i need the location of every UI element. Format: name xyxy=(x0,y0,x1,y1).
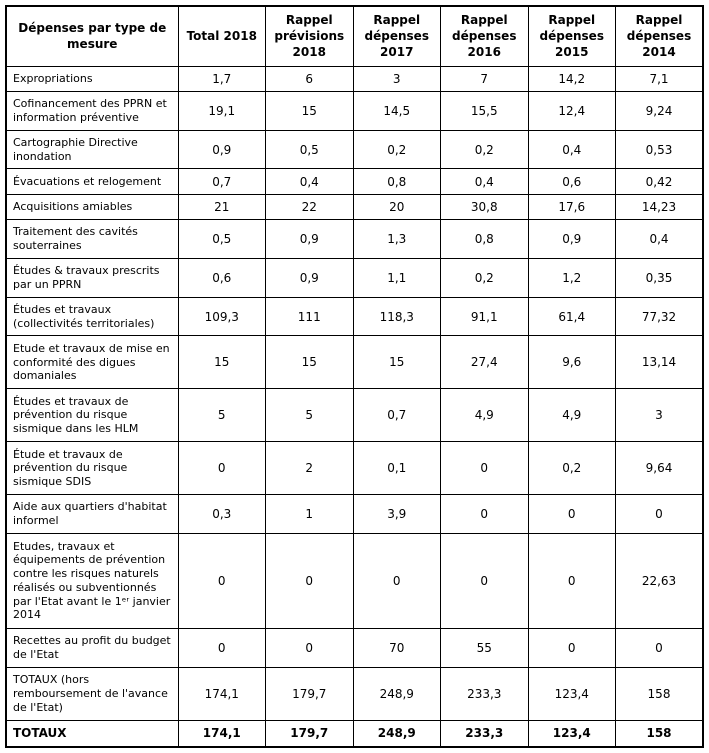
table-row xyxy=(6,91,703,130)
table-row xyxy=(6,258,703,297)
value-cell: 0,7 xyxy=(353,389,441,442)
value-cell: 21 xyxy=(178,194,266,219)
table-row xyxy=(6,219,703,258)
value-cell: 14,5 xyxy=(353,91,441,130)
table-row xyxy=(6,336,703,389)
row-label: TOTAUX (hors remboursement de l'avance de l'Etat) xyxy=(6,667,178,720)
value-cell: 0,9 xyxy=(528,219,616,258)
value-cell: 118,3 xyxy=(353,297,441,336)
value-cell: 0 xyxy=(266,628,354,667)
row-label: Traitement des cavités souterraines xyxy=(6,219,178,258)
value-cell: 7 xyxy=(441,66,529,91)
table-row xyxy=(6,194,703,219)
col-header-depenses-2016: Rappel dépenses 2016 xyxy=(441,6,529,66)
table-row xyxy=(6,66,703,91)
value-cell: 15 xyxy=(266,336,354,389)
value-cell: 174,1 xyxy=(178,720,266,747)
table-row xyxy=(6,628,703,667)
value-cell: 123,4 xyxy=(528,720,616,747)
table-row xyxy=(6,495,703,534)
value-cell: 3 xyxy=(353,66,441,91)
row-label: Études & travaux prescrits par un PPRN xyxy=(6,258,178,297)
value-cell: 0,4 xyxy=(441,169,529,194)
value-cell: 1,1 xyxy=(353,258,441,297)
value-cell: 0 xyxy=(266,534,354,629)
row-label: Études et travaux (collectivités territoriales) xyxy=(6,297,178,336)
col-header-mesure: Dépenses par type de mesure xyxy=(6,6,178,66)
value-cell: 22,63 xyxy=(616,534,704,629)
value-cell: 14,2 xyxy=(528,66,616,91)
table-row xyxy=(6,720,703,747)
value-cell: 12,4 xyxy=(528,91,616,130)
value-cell: 0,8 xyxy=(441,219,529,258)
value-cell: 20 xyxy=(353,194,441,219)
value-cell: 0 xyxy=(616,628,704,667)
col-header-total-2018: Total 2018 xyxy=(178,6,266,66)
value-cell: 0,6 xyxy=(528,169,616,194)
value-cell: 179,7 xyxy=(266,720,354,747)
value-cell: 248,9 xyxy=(353,720,441,747)
value-cell: 4,9 xyxy=(528,389,616,442)
value-cell: 0,2 xyxy=(441,130,529,169)
row-label: Cartographie Directive inondation xyxy=(6,130,178,169)
value-cell: 0,5 xyxy=(266,130,354,169)
value-cell: 9,6 xyxy=(528,336,616,389)
table-row xyxy=(6,389,703,442)
value-cell: 61,4 xyxy=(528,297,616,336)
value-cell: 0 xyxy=(178,534,266,629)
col-header-depenses-2017: Rappel dépenses 2017 xyxy=(353,6,441,66)
value-cell: 0,3 xyxy=(178,495,266,534)
expenses-table xyxy=(5,5,704,748)
value-cell: 55 xyxy=(441,628,529,667)
value-cell: 233,3 xyxy=(441,720,529,747)
row-label: TOTAUX xyxy=(6,720,178,747)
value-cell: 4,9 xyxy=(441,389,529,442)
value-cell: 0,42 xyxy=(616,169,704,194)
value-cell: 14,23 xyxy=(616,194,704,219)
value-cell: 1 xyxy=(266,495,354,534)
value-cell: 0,2 xyxy=(528,442,616,495)
value-cell: 0 xyxy=(441,495,529,534)
value-cell: 0 xyxy=(528,628,616,667)
value-cell: 15 xyxy=(178,336,266,389)
table-row xyxy=(6,442,703,495)
value-cell: 158 xyxy=(616,667,704,720)
value-cell: 0,9 xyxy=(266,219,354,258)
value-cell: 179,7 xyxy=(266,667,354,720)
value-cell: 0 xyxy=(528,495,616,534)
value-cell: 9,64 xyxy=(616,442,704,495)
table-row xyxy=(6,534,703,629)
value-cell: 0,5 xyxy=(178,219,266,258)
table-row xyxy=(6,297,703,336)
value-cell: 0,7 xyxy=(178,169,266,194)
value-cell: 1,7 xyxy=(178,66,266,91)
col-header-previsions-2018: Rappel prévisions 2018 xyxy=(266,6,354,66)
value-cell: 22 xyxy=(266,194,354,219)
row-label: Cofinancement des PPRN et information préventive xyxy=(6,91,178,130)
value-cell: 0,35 xyxy=(616,258,704,297)
value-cell: 1,2 xyxy=(528,258,616,297)
value-cell: 0 xyxy=(616,495,704,534)
value-cell: 111 xyxy=(266,297,354,336)
table-row xyxy=(6,169,703,194)
value-cell: 15 xyxy=(266,91,354,130)
value-cell: 0,8 xyxy=(353,169,441,194)
value-cell: 0,4 xyxy=(266,169,354,194)
value-cell: 123,4 xyxy=(528,667,616,720)
value-cell: 15,5 xyxy=(441,91,529,130)
row-label: Etude et travaux de mise en conformité des digues domaniales xyxy=(6,336,178,389)
row-label: Recettes au profit du budget de l'Etat xyxy=(6,628,178,667)
row-label: Évacuations et relogement xyxy=(6,169,178,194)
value-cell: 0,4 xyxy=(616,219,704,258)
value-cell: 0,2 xyxy=(441,258,529,297)
table-row xyxy=(6,130,703,169)
value-cell: 19,1 xyxy=(178,91,266,130)
value-cell: 9,24 xyxy=(616,91,704,130)
value-cell: 70 xyxy=(353,628,441,667)
value-cell: 0,9 xyxy=(266,258,354,297)
value-cell: 0 xyxy=(353,534,441,629)
value-cell: 77,32 xyxy=(616,297,704,336)
col-header-depenses-2015: Rappel dépenses 2015 xyxy=(528,6,616,66)
value-cell: 233,3 xyxy=(441,667,529,720)
value-cell: 0 xyxy=(441,534,529,629)
value-cell: 0,9 xyxy=(178,130,266,169)
value-cell: 6 xyxy=(266,66,354,91)
row-label: Étude et travaux de prévention du risque sismique SDIS xyxy=(6,442,178,495)
row-label: Acquisitions amiables xyxy=(6,194,178,219)
value-cell: 0,2 xyxy=(353,130,441,169)
value-cell: 158 xyxy=(616,720,704,747)
row-label: Études et travaux de prévention du risque sismique dans les HLM xyxy=(6,389,178,442)
value-cell: 0 xyxy=(178,628,266,667)
value-cell: 91,1 xyxy=(441,297,529,336)
row-label: Expropriations xyxy=(6,66,178,91)
value-cell: 27,4 xyxy=(441,336,529,389)
value-cell: 1,3 xyxy=(353,219,441,258)
row-label: Aide aux quartiers d'habitat informel xyxy=(6,495,178,534)
value-cell: 0 xyxy=(528,534,616,629)
table-row xyxy=(6,667,703,720)
value-cell: 0,6 xyxy=(178,258,266,297)
value-cell: 0,4 xyxy=(528,130,616,169)
value-cell: 2 xyxy=(266,442,354,495)
value-cell: 0 xyxy=(441,442,529,495)
value-cell: 0 xyxy=(178,442,266,495)
value-cell: 0,1 xyxy=(353,442,441,495)
value-cell: 13,14 xyxy=(616,336,704,389)
col-header-depenses-2014: Rappel dépenses 2014 xyxy=(616,6,704,66)
row-label: Etudes, travaux et équipements de prévention contre les risques naturels réalisés ou subventionnés par l'Etat avant le 1ᵉʳ janvier 2014 xyxy=(6,534,178,629)
value-cell: 174,1 xyxy=(178,667,266,720)
value-cell: 5 xyxy=(178,389,266,442)
value-cell: 7,1 xyxy=(616,66,704,91)
value-cell: 30,8 xyxy=(441,194,529,219)
value-cell: 0,53 xyxy=(616,130,704,169)
table-body xyxy=(6,66,703,747)
value-cell: 15 xyxy=(353,336,441,389)
value-cell: 17,6 xyxy=(528,194,616,219)
value-cell: 3 xyxy=(616,389,704,442)
value-cell: 5 xyxy=(266,389,354,442)
value-cell: 248,9 xyxy=(353,667,441,720)
header-row xyxy=(6,6,703,66)
value-cell: 3,9 xyxy=(353,495,441,534)
value-cell: 109,3 xyxy=(178,297,266,336)
